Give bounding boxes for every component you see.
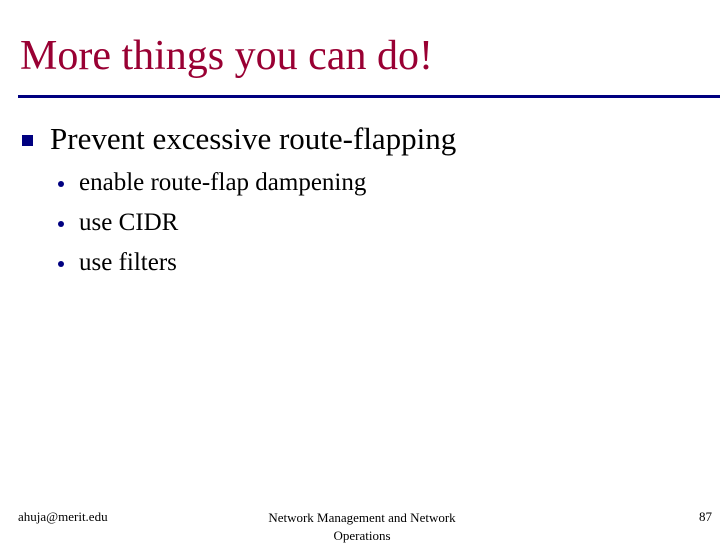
sub-bullet-text: use filters [79, 249, 177, 276]
sub-bullet-item [58, 163, 366, 203]
bullet-item [22, 120, 456, 158]
page-number: 87 [699, 509, 712, 524]
bullet-text: Prevent excessive route-flapping [50, 121, 457, 156]
title-divider [18, 95, 720, 98]
sub-bullet-item [58, 203, 366, 243]
dot-bullet-icon [58, 261, 64, 267]
sub-bullet-item [58, 243, 366, 283]
footer-course-title: Network Management and Network Operations [268, 510, 456, 543]
sub-bullet-text: use CIDR [79, 209, 179, 236]
square-bullet-icon [22, 135, 33, 146]
dot-bullet-icon [58, 181, 64, 187]
slide-title: More things you can do! [20, 33, 433, 79]
sub-bullet-list [58, 163, 366, 283]
footer-email: ahuja@merit.edu [18, 509, 108, 524]
sub-bullet-text: enable route-flap dampening [79, 169, 367, 196]
dot-bullet-icon [58, 221, 64, 227]
